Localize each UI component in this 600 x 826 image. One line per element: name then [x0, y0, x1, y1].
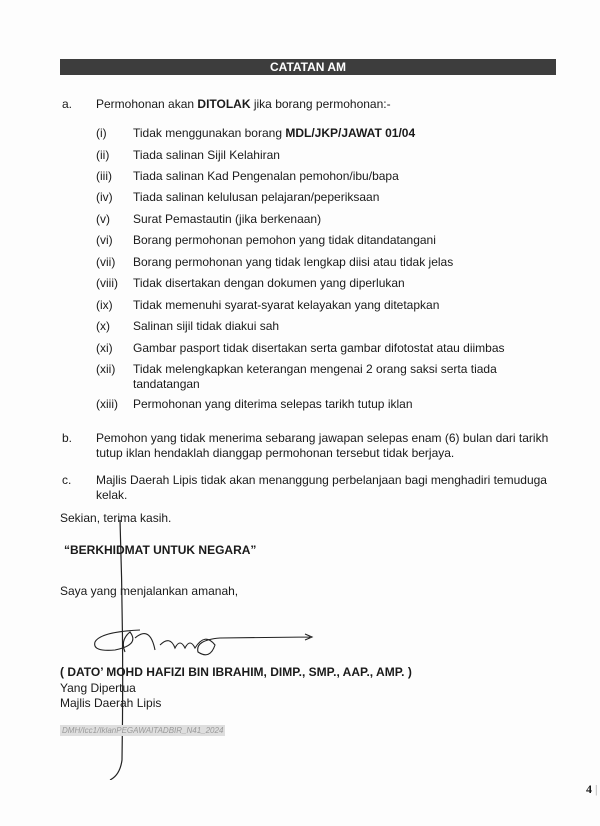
item-text: [133, 148, 280, 163]
note-label: b.: [62, 431, 73, 445]
item-number: (ii): [96, 148, 110, 162]
bold-text: DITOLAK: [197, 97, 251, 111]
item-text: [133, 126, 415, 141]
text: Permohonan yang diterima selepas tarikh tutup iklan: [133, 397, 413, 411]
item-number: (ix): [96, 298, 113, 312]
page-number-text: 4: [586, 782, 592, 796]
item-number: (vii): [96, 255, 116, 269]
text: Tiada salinan Sijil Kelahiran: [133, 148, 280, 162]
item-text: [133, 169, 399, 184]
item-text: [133, 397, 413, 412]
text: Tiada salinan kelulusan pelajaran/peperiksaan: [133, 190, 380, 204]
signatory-org: Majlis Daerah Lipis: [60, 696, 162, 710]
text: jika borang permohonan:-: [250, 97, 391, 111]
note-label: c.: [62, 473, 72, 487]
motto: “BERKHIDMAT UNTUK NEGARA”: [64, 543, 257, 557]
signatory-title: Yang Dipertua: [60, 681, 136, 695]
page-number: 4 |: [586, 782, 598, 796]
item-text: [133, 341, 505, 356]
section-header: CATATAN AM: [60, 59, 556, 75]
signatory-name: ( DATO’ MOHD HAFIZI BIN IBRAHIM, DIMP., SMP., AAP., AMP. ): [60, 665, 412, 679]
text-cont: tandatangan: [133, 377, 200, 391]
item-number: (iv): [96, 190, 113, 204]
item-number: (xi): [96, 341, 113, 355]
text: Borang permohonan yang tidak lengkap diisi atau tidak jelas: [133, 255, 454, 269]
text: Tidak melengkapkan keterangan mengenai 2 orang saksi serta tiada: [133, 362, 497, 376]
text: Borang permohonan pemohon yang tidak ditandatangani: [133, 233, 436, 247]
item-text: [133, 362, 497, 392]
item-number: (xiii): [96, 397, 118, 411]
text: Tidak disertakan dengan dokumen yang diperlukan: [133, 276, 405, 290]
closing: Sekian, terima kasih.: [60, 511, 172, 525]
item-number: (vi): [96, 233, 113, 247]
text: Gambar pasport tidak disertakan serta gambar difotostat atau diimbas: [133, 341, 505, 355]
signature: [80, 520, 320, 780]
item-number: (v): [96, 212, 110, 226]
item-text: [133, 276, 405, 291]
item-text: [133, 233, 436, 248]
item-text: [133, 212, 321, 227]
note-text: Majlis Daerah Lipis tidak akan menanggung perbelanjaan bagi menghadiri temuduga kelak.: [96, 473, 547, 502]
item-text: [133, 298, 439, 313]
item-number: (xii): [96, 362, 116, 376]
reference-code: DMH/Icc1/IklanPEGAWAITADBIR_N41_2024: [62, 726, 224, 735]
text: Surat Pemastautin (jika berkenaan): [133, 212, 322, 226]
text: Tidak menggunakan borang: [133, 126, 286, 140]
item-text: [133, 255, 453, 270]
bold-text: MDL/JKP/JAWAT 01/04: [285, 126, 416, 140]
item-number: (iii): [96, 169, 112, 183]
item-text: [133, 190, 379, 205]
item-text: [133, 319, 279, 334]
note-text: [96, 97, 566, 112]
text: Permohonan akan: [96, 97, 198, 111]
item-number: (x): [96, 319, 110, 333]
item-number: (i): [96, 126, 107, 140]
text: Tidak memenuhi syarat-syarat kelayakan yang ditetapkan: [133, 298, 440, 312]
item-number: (viii): [96, 276, 118, 290]
trust-line: Saya yang menjalankan amanah,: [60, 584, 239, 598]
note-label: a.: [62, 97, 73, 111]
note-text: Pemohon yang tidak menerima sebarang jawapan selepas enam (6) bulan dari tarikh tutup iklan hendaklah dianggap permohonan tersebut tidak berjaya.: [96, 431, 549, 460]
text: Tiada salinan Kad Pengenalan pemohon/ibu/bapa: [133, 169, 399, 183]
text: Salinan sijil tidak diakui sah: [133, 319, 280, 333]
